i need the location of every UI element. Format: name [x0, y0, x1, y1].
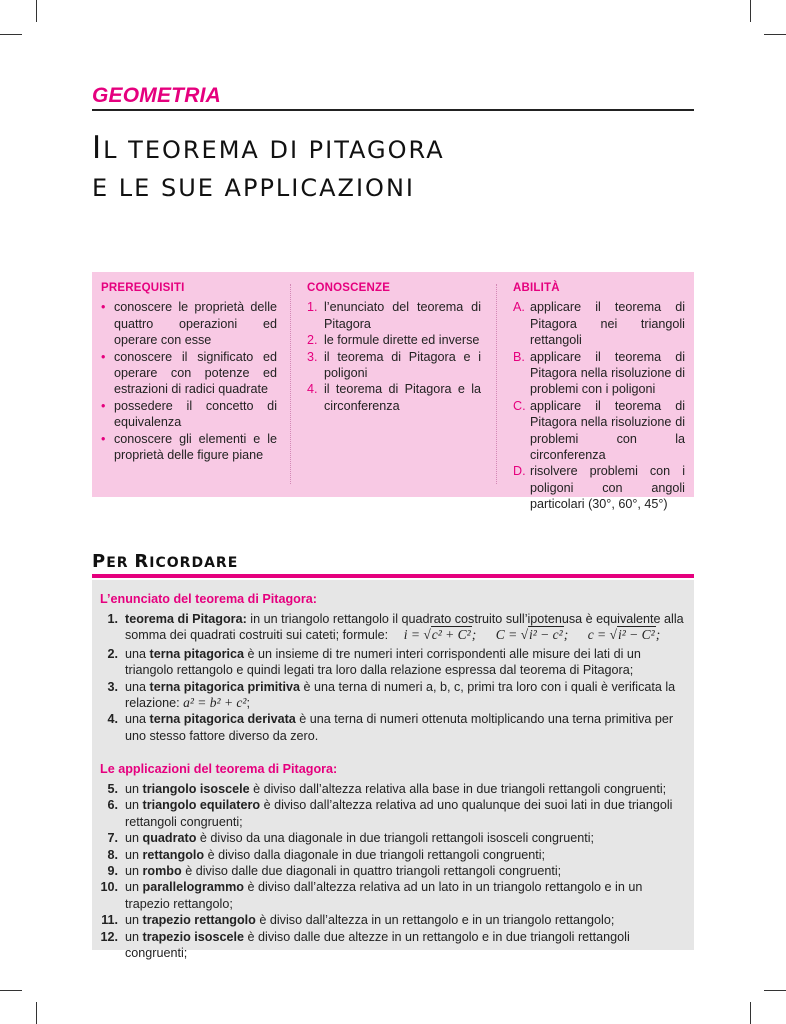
page-title-line2: E LE SUE APPLICAZIONI: [92, 174, 415, 202]
list-item: 7. un quadrato è diviso da una diagonale in due triangoli rettangoli isosceli congruenti;: [107, 831, 595, 846]
prerequisiti-heading: PREREQUISITI: [101, 282, 185, 294]
section-label: GEOMETRIA: [92, 84, 221, 107]
list-item: C. applicare il teorema di Pitagora nella risoluzione di problemi con la circonferenza: [513, 398, 685, 463]
abilita-column: [513, 280, 685, 513]
list-item: 1. teorema di Pitagora: in un triangolo rettangolo il quadrato costruito sull’ipotenusa è equivalente alla somma dei quadrati costruiti sui cateti; formule: i = √c² + C²; C = √i² − c²; c = √i² − C²;: [107, 612, 684, 643]
list-item: 8. un rettangolo è diviso dalla diagonale in due triangoli rettangoli congruenti;: [107, 847, 546, 862]
title-cap: I: [92, 130, 104, 166]
list-item: 9. un rombo è diviso dalle due diagonali in quattro triangoli rettangoli congruenti;: [107, 864, 562, 879]
formula-ipotenusa: i = √c² + C²;: [403, 627, 477, 643]
list-item: A. applicare il teorema di Pitagora nei triangoli rettangoli: [513, 300, 685, 348]
column-divider: [496, 284, 497, 484]
list-item: • conoscere le proprietà delle quattro operazioni ed operare con esse: [101, 300, 277, 348]
enunciato-heading: L’enunciato del teorema di Pitagora:: [100, 592, 317, 606]
crop-mark: [36, 0, 37, 22]
abilita-heading: ABILITÀ: [513, 282, 560, 294]
crop-mark: [0, 990, 22, 991]
list-item: 12. un trapezio isoscele è diviso dalle due altezze in un rettangolo e in due triangoli rettangoli congruenti;: [100, 929, 630, 961]
applicazioni-heading: Le applicazioni del teorema di Pitagora:: [100, 762, 338, 776]
formula-cateto-minore: c = √i² − C²;: [587, 627, 661, 643]
list-item: 2. le formule dirette ed inverse: [307, 333, 480, 348]
crop-mark: [36, 1002, 37, 1024]
conoscenze-column: [307, 280, 481, 414]
list-item: 3. il teorema di Pitagora e i poligoni: [307, 349, 481, 381]
list-item: 5. un triangolo isoscele è diviso dall’altezza relativa alla base in due triangoli rettangoli congruenti;: [107, 782, 667, 796]
per-ricordare-title: PER RICORDARE: [92, 551, 239, 572]
list-item: D. risolvere problemi con i poligoni con angoli particolari (30°, 60°, 45°): [513, 464, 685, 512]
conoscenze-heading: CONOSCENZE: [307, 282, 391, 294]
list-item: 6. un triangolo equilatero è diviso dall’altezza relativa ad uno qualunque dei suoi lati in due triangoli rettangoli congruenti;: [107, 798, 673, 829]
list-item: 2. una terna pitagorica è un insieme di tre numeri interi corrispondenti alle misure dei lati di un triangolo rettangolo e quindi legati tra loro dalla relazione espressa dal teorema di Pitagora;: [107, 646, 641, 678]
prerequisiti-column: [101, 280, 277, 463]
list-item: 4. una terna pitagorica derivata è una terna di numeri ottenuta moltiplicando una terna primitiva per uno stesso fattore diverso da zero.: [107, 712, 674, 743]
header-rule: [92, 109, 694, 111]
formula-cateto-maggiore: C = √i² − c²;: [495, 627, 569, 643]
crop-mark: [764, 990, 786, 991]
per-ricordare-box: [92, 580, 694, 961]
list-item: 11. un trapezio rettangolo è diviso dall’altezza in un rettangolo e in un triangolo rettangolo;: [101, 913, 615, 928]
list-item: • possedere il concetto di equivalenza: [101, 398, 277, 430]
list-item: 3. una terna pitagorica primitiva è una terna di numeri a, b, c, primi tra loro con i quali è verificata la relazione: a² = b² + c²;: [107, 679, 676, 711]
list-item: B. applicare il teorema di Pitagora nella risoluzione di problemi con i poligoni: [513, 349, 685, 397]
list-item: 10. un parallelogrammo è diviso dall’altezza relativa ad un lato in un triangolo rettangolo e in un trapezio rettangolo;: [100, 880, 643, 911]
enunciato-list: [100, 611, 688, 744]
crop-mark: [764, 34, 786, 35]
crop-mark: [0, 34, 22, 35]
list-item: • conoscere il significato ed operare con potenze ed estrazioni di radici quadrate: [101, 349, 277, 397]
column-divider: [290, 284, 291, 484]
bullet-icon: •: [101, 431, 106, 446]
bullet-icon: •: [101, 398, 106, 413]
list-item: • conoscere gli elementi e le proprietà delle figure piane: [101, 431, 277, 463]
applicazioni-list: [100, 781, 688, 961]
bullet-icon: •: [101, 349, 106, 364]
bullet-icon: •: [101, 300, 106, 315]
prerequisites-box: [92, 272, 694, 512]
page-title-line1: [92, 130, 445, 166]
per-ricordare-rule: [92, 574, 694, 578]
list-item: 1. l’enunciato del teorema di Pitagora: [307, 300, 481, 331]
formula-terna: a² = b² + c²: [183, 695, 247, 711]
list-item: 4. il teorema di Pitagora e la circonferenza: [307, 382, 481, 413]
crop-mark: [750, 0, 751, 22]
title-rest: L TEOREMA DI PITAGORA: [103, 136, 445, 164]
crop-mark: [750, 1002, 751, 1024]
